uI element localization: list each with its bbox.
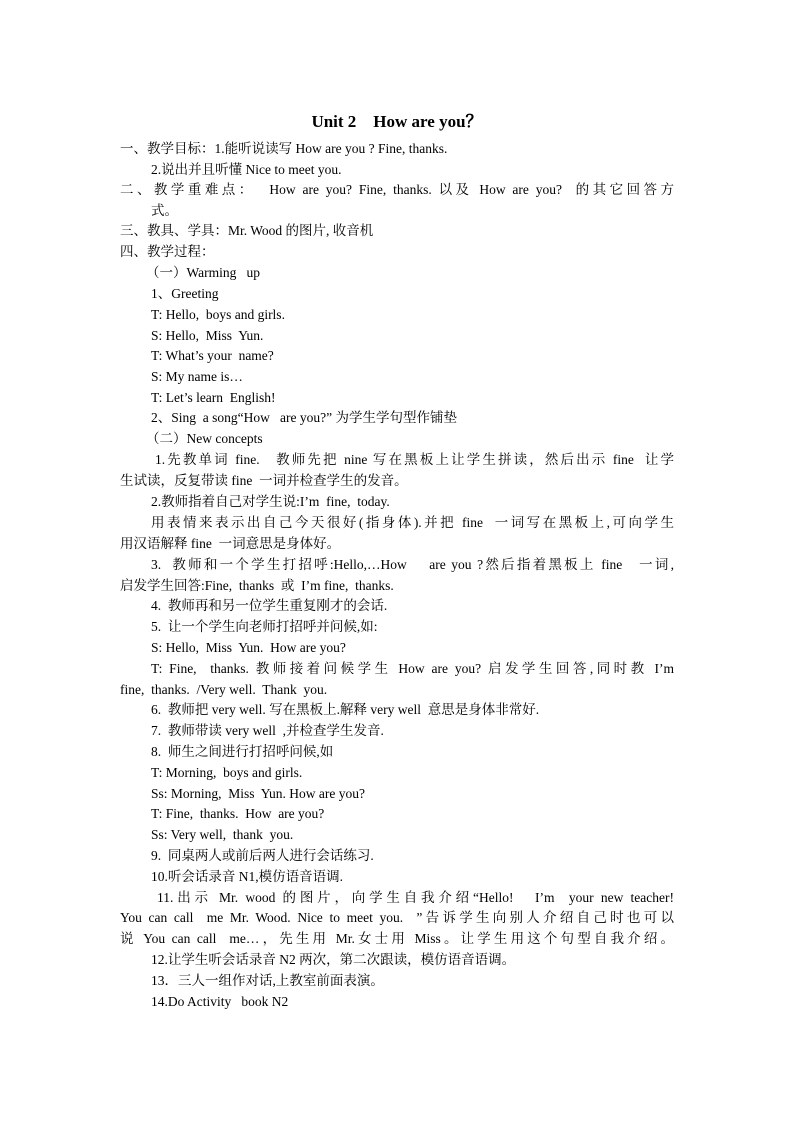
text-line: 2.教师指着自己对学生说:I’m fine, today.	[151, 494, 390, 509]
text-line: 生试读，反复带读 fine 一词并检查学生的发音。	[120, 473, 408, 488]
text-line: T: Hello, boys and girls.	[151, 307, 285, 322]
text-line: 11.出示 Mr. wood 的图片，向学生自我介绍“Hello! I’m your new teacher!	[157, 890, 674, 905]
text-line: 式。	[151, 203, 178, 218]
text-line: S: My name is…	[151, 369, 243, 384]
text-line: 7. 教师带读 very well ,并检查学生发音.	[151, 723, 384, 738]
text-line: T: Fine, thanks. How are you?	[151, 806, 325, 821]
text-line: Ss: Very well, thank you.	[151, 827, 294, 842]
text-line: 6. 教师把 very well. 写在黑板上.解释 very well 意思是身体非常好.	[151, 702, 540, 717]
text-line: （二）New concepts	[146, 431, 263, 446]
text-line: S: Hello, Miss Yun. How are you?	[151, 640, 346, 655]
text-line: T: What’s your name?	[151, 348, 274, 363]
text-line: 8. 师生之间进行打招呼问候,如	[151, 744, 334, 759]
text-line: 2.说出并且听懂 Nice to meet you.	[151, 162, 342, 177]
text-line: 5. 让一个学生向老师打招呼并问候,如:	[151, 619, 378, 634]
text-line: T: Fine, thanks. 教师接着问候学生 How are you? 启发学生回答,同时教 I’m	[151, 661, 674, 676]
text-line: 一、教学目标：1.能听说读写 How are you ? Fine, thanks.	[120, 141, 448, 156]
text-line: 13．三人一组作对话,上教室前面表演。	[151, 973, 384, 988]
text-line: 1.先教单词 fine. 教师先把 nine 写在黑板上让学生拼读，然后出示 fine 让学	[155, 452, 674, 467]
text-line: T: Let’s learn English!	[151, 390, 276, 405]
text-line: 3. 教师和一个学生打招呼:Hello,…How are you ?然后指着黑板上 fine 一词,	[151, 557, 674, 572]
text-line: 1、Greeting	[151, 286, 219, 301]
document-title: Unit 2 How are you？	[311, 112, 483, 131]
text-line: 二、教学重难点： How are you? Fine, thanks. 以及 How are you? 的其它回答方	[120, 182, 674, 197]
text-line: T: Morning, boys and girls.	[151, 765, 303, 780]
text-line: 三、教具、学具：Mr. Wood 的图片, 收音机	[120, 223, 374, 238]
text-line: （一）Warming up	[146, 265, 261, 280]
text-line: 14.Do Activity book N2	[151, 994, 289, 1009]
text-line: 用表情来表示出自己今天很好(指身体).并把 fine 一词写在黑板上,可向学生	[151, 515, 674, 530]
text-line: 四、教学过程：	[120, 244, 215, 259]
text-line: 12.让学生听会话录音 N2 两次，第二次跟读，模仿语音语调。	[151, 952, 516, 967]
text-line: 启发学生回答:Fine, thanks 或 I’m fine, thanks.	[120, 578, 394, 593]
text-line: 用汉语解释 fine 一词意思是身体好。	[120, 536, 341, 551]
text-line: 10.听会话录音 N1,模仿语音语调.	[151, 869, 343, 884]
text-line: 9. 同桌两人或前后两人进行会话练习.	[151, 848, 374, 863]
text-line: 说 You can call me…，先生用 Mr.女士用 Miss。让学生用这个句型自我介绍。	[120, 931, 674, 946]
text-line: Ss: Morning, Miss Yun. How are you?	[151, 786, 365, 801]
text-line: 4. 教师再和另一位学生重复刚才的会话.	[151, 598, 388, 613]
text-line: fine, thanks. /Very well. Thank you.	[120, 682, 328, 697]
text-line: You can call me Mr. Wood. Nice to meet you. ”告诉学生向别人介绍自己时也可以	[120, 910, 674, 925]
text-line: 2、Sing a song“How are you?” 为学生学句型作铺垫	[151, 410, 457, 425]
text-line: S: Hello, Miss Yun.	[151, 328, 264, 343]
